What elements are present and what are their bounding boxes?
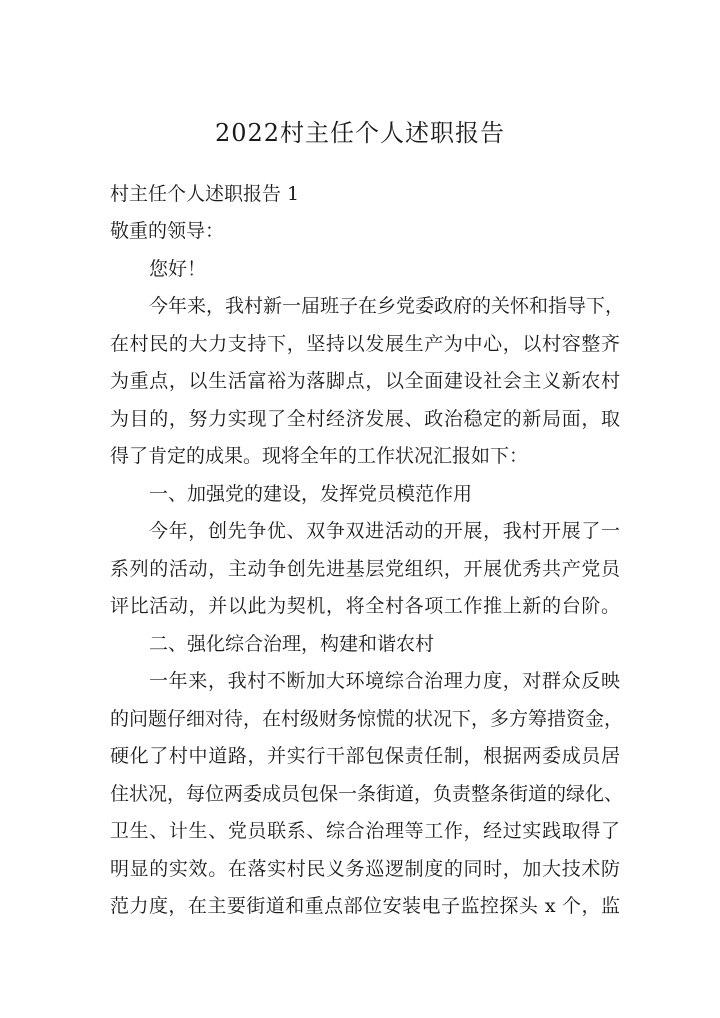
paragraph-line: 今年，创先争优、双争双进活动的开展，我村开展了一 [149,520,620,542]
paragraph-line: 今年来，我村新一届班子在乡党委政府的关怀和指导下， [149,295,625,317]
subheading: 二、强化综合治理，构建和谐农村 [149,633,435,655]
paragraph-line: 的问题仔细对待，在村级财务惊慌的状况下，多方筹措资金， [110,708,624,730]
salutation: 敬重的领导： [110,220,225,242]
paragraph-line: 为重点，以生活富裕为落脚点，以全面建设社会主义新农村 [110,370,620,392]
paragraph-line: 明显的实效。在落实村民义务巡逻制度的同时，加大技术防 [110,858,620,880]
paragraph-line: 一年来，我村不断加大环境综合治理力度，对群众反映 [149,670,620,692]
paragraph-line: 范力度，在主要街道和重点部位安装电子监控探头 x 个，监 [110,895,620,917]
paragraph-line: 卫生、计生、党员联系、综合治理等工作，经过实践取得了 [110,820,620,842]
paragraph-line: 硬化了村中道路，并实行干部包保责任制，根据两委成员居 [110,745,620,767]
greeting: 您好！ [149,258,207,280]
paragraph-line: 在村民的大力支持下，坚持以发展生产为中心，以村容整齐 [110,333,620,355]
subheading: 一、加强党的建设，发挥党员模范作用 [149,483,473,505]
paragraph-line: 住状况，每位两委成员包保一条街道，负责整条街道的绿化、 [110,783,624,805]
document-title: 2022村主任个人述职报告 [214,119,506,147]
section-heading: 村主任个人述职报告 1 [110,183,300,205]
paragraph-line: 得了肯定的成果。现将全年的工作状况汇报如下： [110,445,529,467]
paragraph-line: 为目的，努力实现了全村经济发展、政治稳定的新局面，取 [110,408,620,430]
paragraph-line: 评比活动，并以此为契机，将全村各项工作推上新的台阶。 [110,595,620,617]
paragraph-line: 系列的活动，主动争创先进基层党组织，开展优秀共产党员 [110,558,620,580]
